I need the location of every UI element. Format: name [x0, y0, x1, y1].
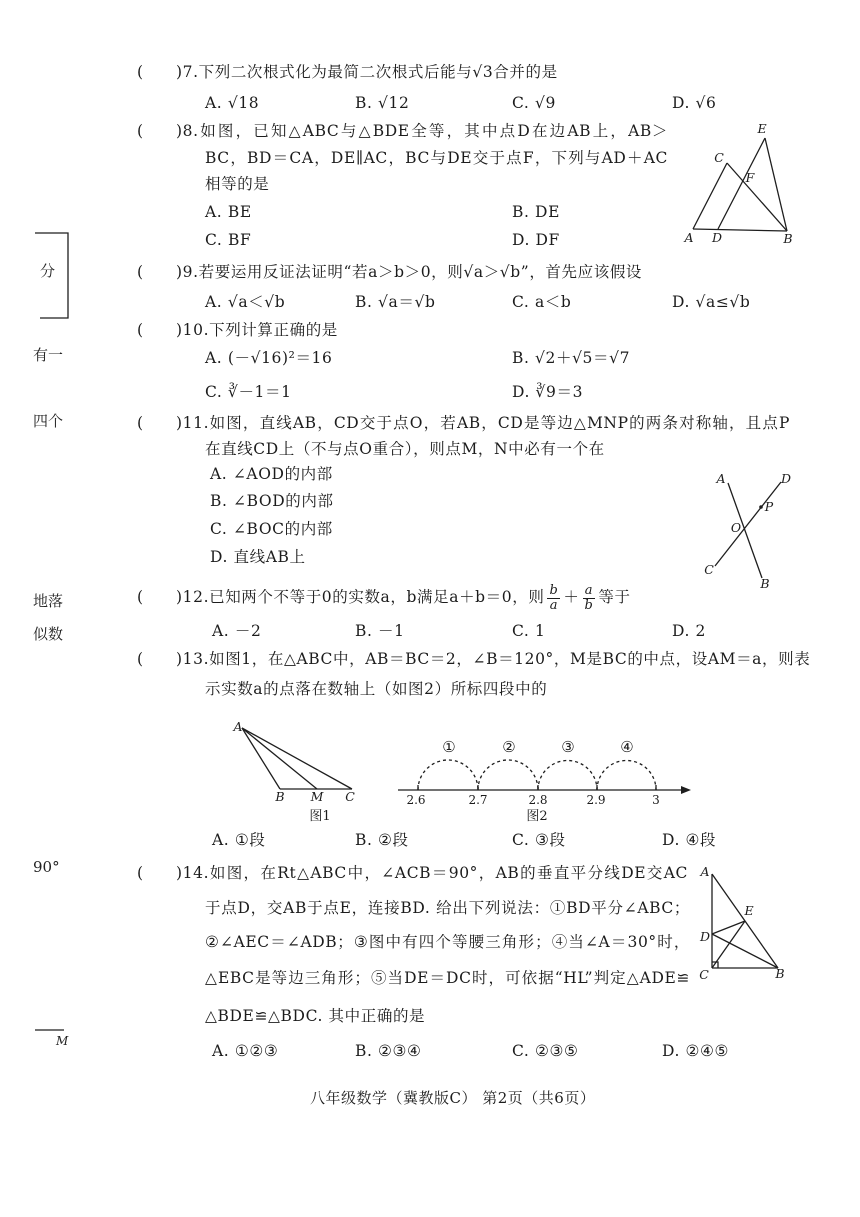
q11-label-b: B — [760, 576, 770, 591]
q13-option-c: C. ③段 — [512, 831, 566, 849]
q8-label-f: F — [745, 170, 755, 185]
answer-bracket: ( — [137, 122, 144, 140]
q14-stem-line-4: △EBC是等边三角形；⑤当DE＝DC时，可依据“HL”判定△ADE≌ — [205, 969, 690, 987]
q14-figure — [699, 864, 785, 982]
margin-fragment: M — [56, 1034, 69, 1048]
q12-stem-suffix: 等于 — [598, 588, 631, 606]
fraction-denominator: b — [584, 597, 594, 613]
q7-option-d: D. √6 — [672, 94, 717, 112]
fig1-label-a: A — [233, 719, 243, 734]
tick-label: 2.6 — [406, 793, 426, 807]
segment-arc-3 — [538, 761, 597, 791]
q9-option-b: B. √a＝√b — [355, 293, 436, 311]
q11-figure — [704, 471, 791, 591]
segment-label: ④ — [620, 738, 634, 756]
q14-option-c: C. ②③⑤ — [512, 1042, 579, 1060]
q8-segment-de — [718, 138, 765, 229]
answer-bracket: ( — [137, 263, 144, 281]
fig2-caption: 图2 — [526, 809, 548, 824]
fig1-segment-am — [242, 728, 317, 789]
q7-option-a: A. √18 — [205, 94, 260, 112]
q11-label-c: C — [704, 562, 714, 577]
q14-option-b: B. ②③④ — [355, 1042, 422, 1060]
q8-figure — [683, 121, 792, 246]
q11-label-d: D — [780, 471, 792, 486]
q13-stem-line-2: 示实数a的点落在数轴上（如图2）所标四段中的 — [205, 680, 548, 698]
q13-option-a: A. ①段 — [212, 831, 266, 849]
q8-option-d: D. DF — [512, 231, 560, 249]
q14-stem-line-2: 于点D，交AB于点E，连接BD. 给出下列说法：①BD平分∠ABC； — [205, 899, 690, 917]
q13-option-b: B. ②段 — [355, 831, 409, 849]
q11-option-a: A. ∠AOD的内部 — [210, 465, 333, 483]
q14-segment-ce — [712, 921, 745, 968]
answer-bracket: ( — [137, 321, 144, 339]
q8-label-a: A — [684, 230, 694, 245]
q11-label-p: P — [764, 499, 774, 514]
q9-option-a: A. √a＜√b — [205, 293, 286, 311]
q10-option-d: D. ∛9＝3 — [512, 383, 584, 401]
q8-option-c: C. BF — [205, 231, 252, 249]
fig1-segment-ab — [242, 728, 280, 789]
q14-stem-line-5: △BDE≌△BDC. 其中正确的是 — [205, 1007, 426, 1025]
answer-bracket: ( — [137, 588, 144, 606]
q14-label-d: D — [699, 929, 711, 944]
q8-label-c: C — [714, 150, 724, 165]
q8-stem-line-1: )8.如图，已知△ABC与△BDE全等，其中点D在边AB上，AB＞ — [176, 122, 668, 140]
q12-option-b: B. －1 — [355, 622, 405, 640]
q12-stem — [176, 583, 631, 613]
answer-bracket: ( — [137, 414, 144, 432]
plus-sign: ＋ — [563, 588, 580, 606]
q10-stem: )10.下列计算正确的是 — [176, 321, 338, 339]
q11-label-o: O — [730, 520, 742, 535]
q12-stem-prefix: )12.已知两个不等于0的实数a，b满足a＋b＝0，则 — [176, 588, 545, 606]
q14-stem-line-1: )14.如图，在Rt△ABC中，∠ACB＝90°，AB的垂直平分线DE交AC — [176, 864, 688, 882]
segment-label: ② — [502, 738, 516, 756]
page-footer: 八年级数学（冀教版C） 第2页（共6页） — [310, 1089, 596, 1107]
q8-label-b: B — [783, 231, 793, 246]
q14-segment-de — [712, 921, 745, 934]
q14-segment-ab — [712, 874, 778, 968]
q14-label-e: E — [744, 903, 754, 918]
answer-bracket: ( — [137, 650, 144, 668]
q14-segment-db — [712, 934, 778, 968]
q7-stem: )7.下列二次根式化为最简二次根式后能与√3合并的是 — [176, 63, 558, 81]
margin-fragment: 四个 — [33, 412, 64, 430]
q11-line-ab — [728, 483, 762, 578]
q12-option-d: D. 2 — [672, 622, 706, 640]
tick-label: 2.9 — [586, 793, 606, 807]
segment-label: ③ — [561, 738, 575, 756]
q8-option-b: B. DE — [512, 203, 560, 221]
q14-label-a: A — [700, 864, 710, 879]
segment-arc-1 — [418, 760, 478, 790]
tick-label: 2.8 — [528, 793, 548, 807]
fig1-label-b: B — [275, 789, 285, 804]
segment-label: ① — [442, 738, 456, 756]
fig1-label-m: M — [310, 789, 324, 804]
q12-option-c: C. 1 — [512, 622, 546, 640]
q14-option-d: D. ②④⑤ — [662, 1042, 730, 1060]
q12-fraction-a-over-b — [582, 584, 595, 613]
q11-stem-line-1: )11.如图，直线AB，CD交于点O，若AB，CD是等边△MNP的两条对称轴，且点P — [176, 414, 790, 432]
q7-option-b: B. √12 — [355, 94, 410, 112]
margin-fragment: 分 — [40, 262, 56, 280]
fraction-denominator: a — [549, 597, 559, 613]
margin-fragment: 有一 — [33, 346, 64, 364]
q8-stem-line-3: 相等的是 — [205, 175, 270, 193]
q8-option-a: A. BE — [205, 203, 252, 221]
answer-bracket: ( — [137, 63, 144, 81]
segment-arc-2 — [478, 760, 538, 790]
fig1-caption: 图1 — [309, 809, 331, 824]
segment-arc-4 — [597, 761, 656, 791]
q9-stem: )9.若要运用反证法证明“若a＞b＞0，则√a＞√b”，首先应该假设 — [176, 263, 643, 281]
tick-label: 2.7 — [468, 793, 488, 807]
q8-segment-eb — [765, 138, 787, 231]
q13-stem-line-1: )13.如图1，在△ABC中，AB＝BC＝2，∠B＝120°，M是BC的中点，设AM＝a，则表 — [176, 650, 811, 668]
q9-option-d: D. √a≤√b — [672, 293, 751, 311]
q11-stem-line-2: 在直线CD上（不与点O重合），则点M，N中必有一个在 — [205, 440, 605, 458]
q8-label-d: D — [711, 230, 723, 245]
fig1-segment-ac — [242, 728, 352, 789]
q8-segment-ac — [693, 163, 727, 229]
fraction-numerator: a — [584, 582, 594, 598]
right-angle-mark — [712, 962, 718, 968]
q10-option-c: C. ∛－1＝1 — [205, 383, 292, 401]
answer-bracket: ( — [137, 864, 144, 882]
q14-label-c: C — [699, 967, 709, 982]
q8-label-e: E — [757, 121, 767, 136]
q8-segment-cb — [727, 163, 787, 231]
q12-fraction-b-over-a — [547, 584, 560, 613]
q13-figure-2 — [398, 738, 691, 824]
q7-option-c: C. √9 — [512, 94, 556, 112]
q11-option-c: C. ∠BOC的内部 — [210, 520, 333, 538]
q8-stem-line-2: BC，BD＝CA，DE∥AC，BC与DE交于点F，下列与AD＋AC — [205, 149, 668, 167]
tick-label: 3 — [652, 793, 660, 807]
q12-option-a: A. －2 — [212, 622, 262, 640]
q10-option-b: B. √2＋√5＝√7 — [512, 349, 631, 367]
q11-line-cd — [715, 482, 781, 566]
q11-point-p — [759, 505, 763, 509]
q13-figure-1 — [232, 719, 355, 824]
q9-option-c: C. a＜b — [512, 293, 572, 311]
q8-segment-ab — [693, 229, 787, 231]
q14-option-a: A. ①②③ — [212, 1042, 279, 1060]
q11-label-a: A — [716, 471, 726, 486]
margin-fragment: 地落 — [33, 592, 64, 610]
q14-label-b: B — [775, 966, 785, 981]
q10-option-a: A. (－√16)²＝16 — [205, 349, 333, 367]
margin-fragment: 90° — [33, 858, 60, 876]
fraction-numerator: b — [549, 582, 559, 598]
q13-option-d: D. ④段 — [662, 831, 717, 849]
margin-fragment: 似数 — [33, 625, 64, 643]
q11-option-b: B. ∠BOD的内部 — [210, 492, 334, 510]
fig1-label-c: C — [345, 789, 355, 804]
q11-option-d: D. 直线AB上 — [210, 548, 306, 566]
number-line-arrow — [681, 786, 691, 794]
q14-stem-line-3: ②∠AEC＝∠ADB；③图中有四个等腰三角形；④当∠A＝30°时， — [205, 933, 690, 951]
